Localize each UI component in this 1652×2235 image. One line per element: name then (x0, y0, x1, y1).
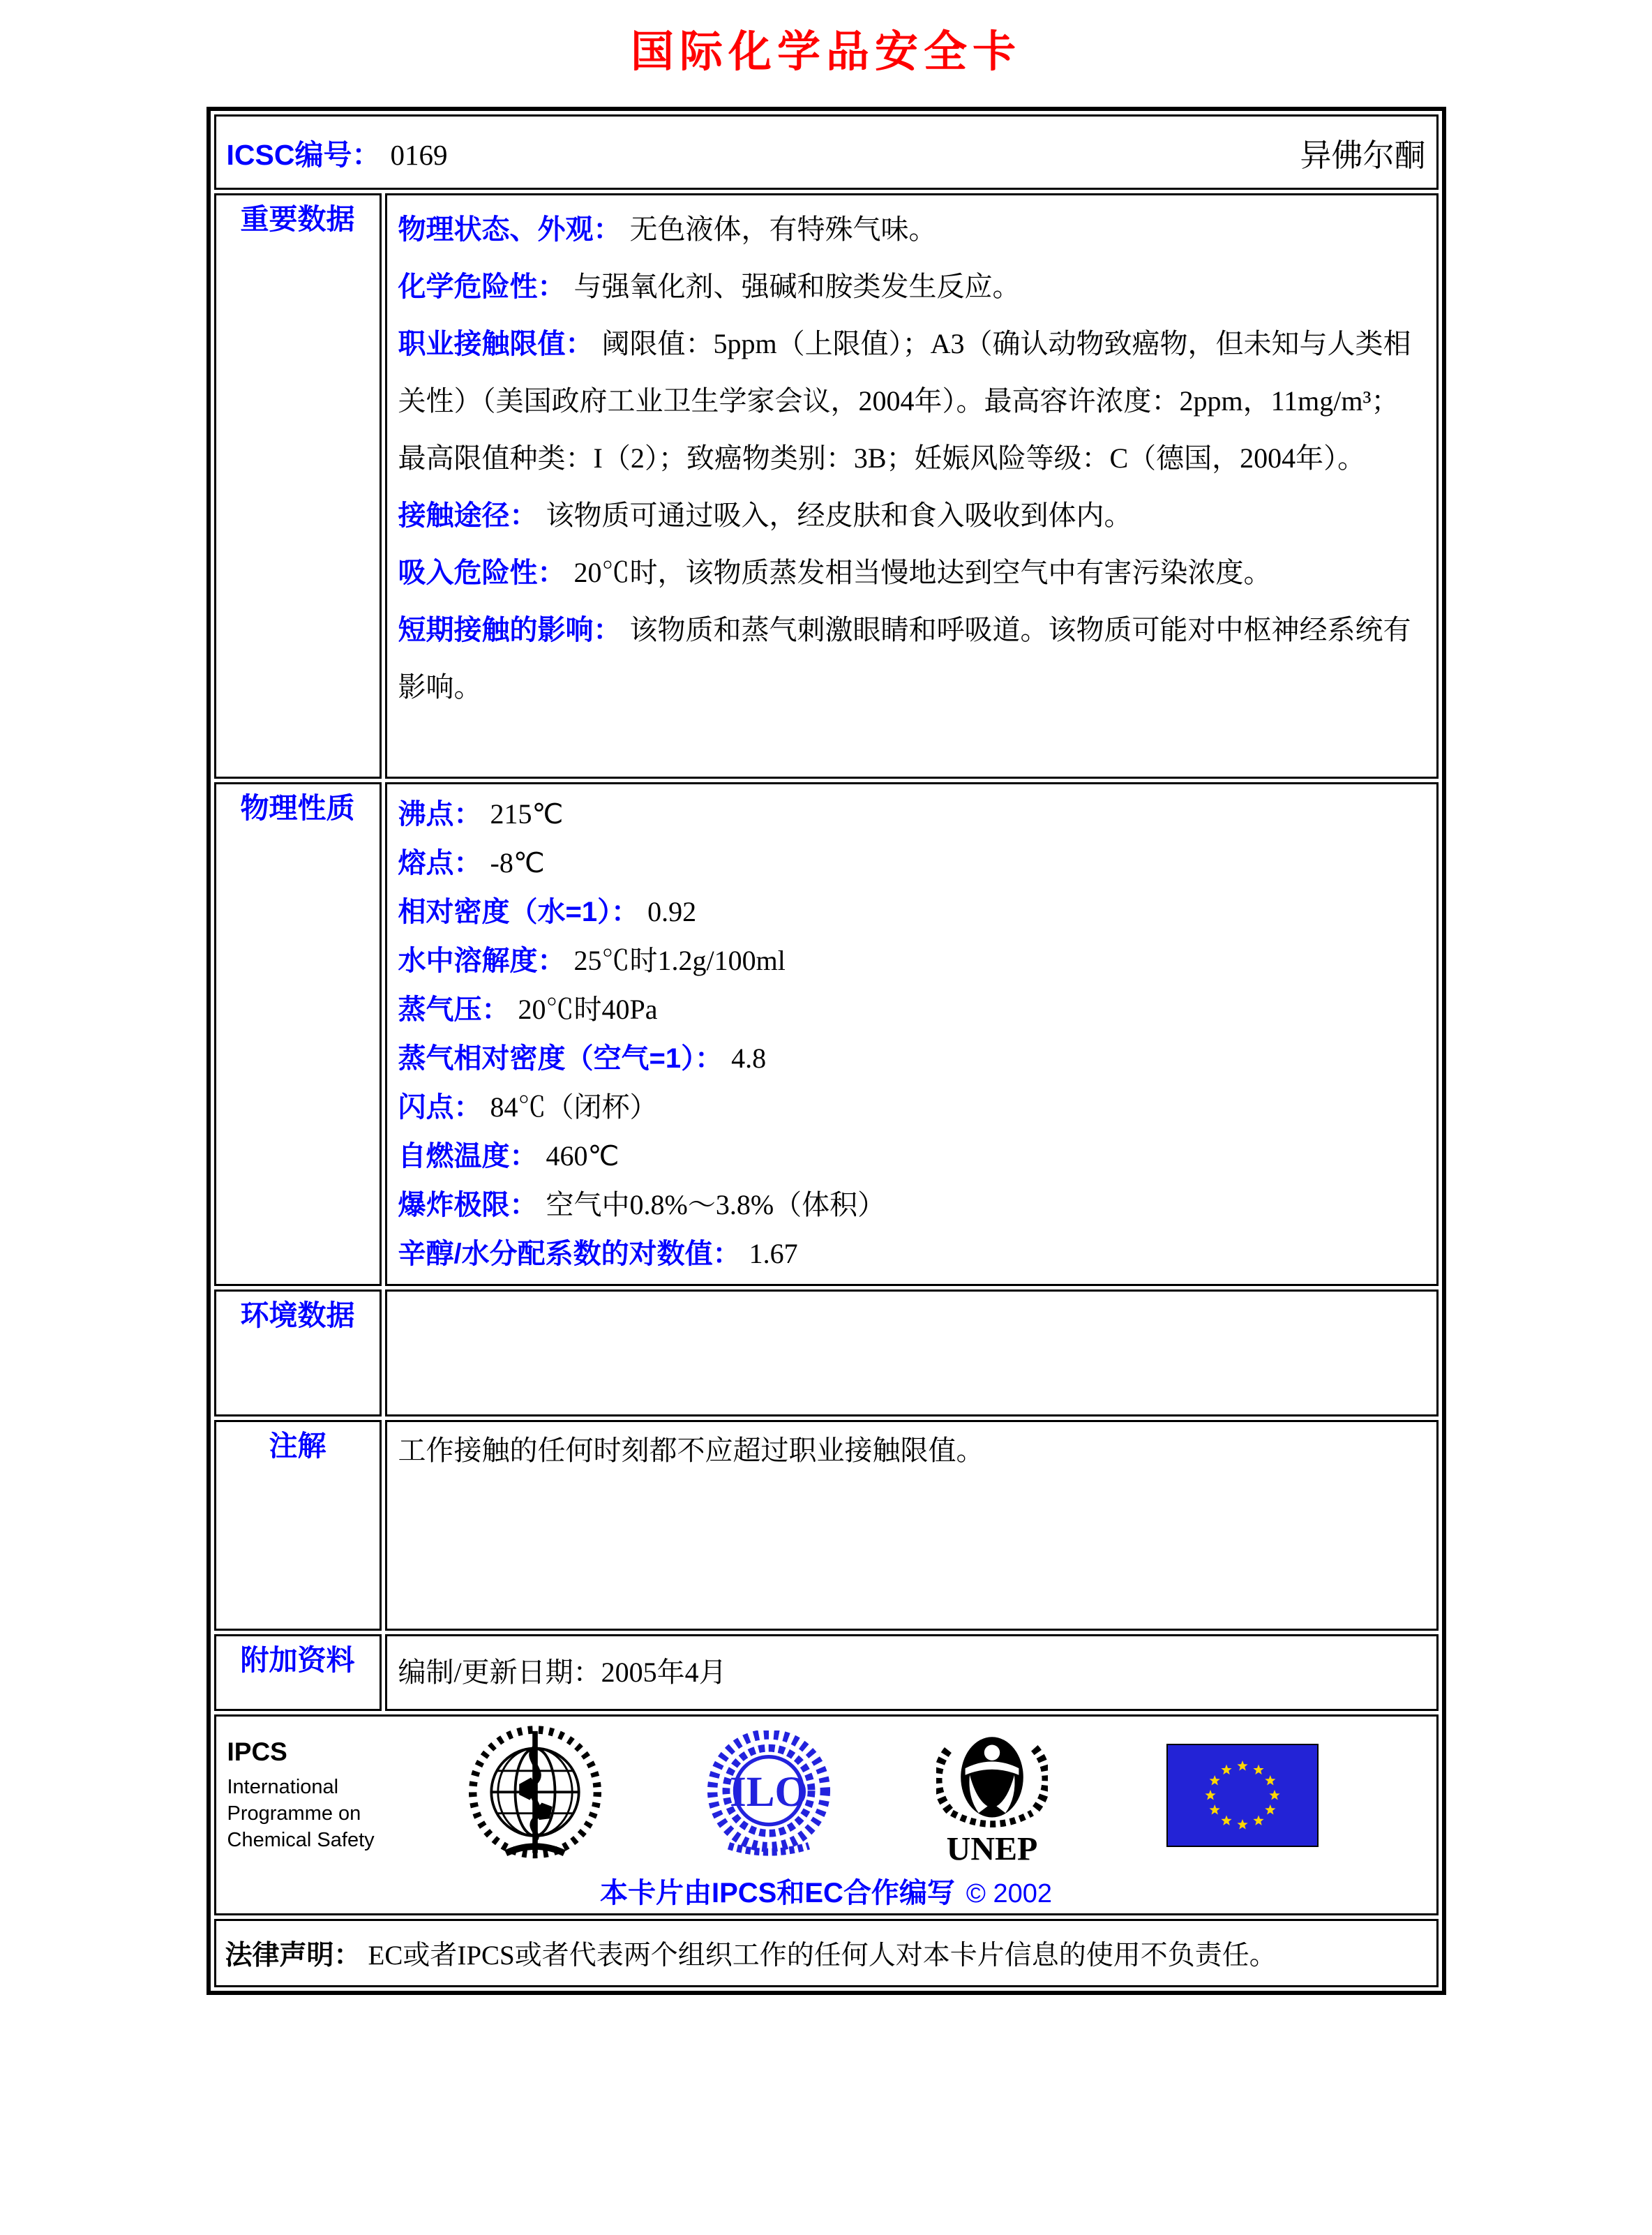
legal-notice-text: EC或者IPCS或者代表两个组织工作的任何人对本卡片信息的使用不负责任。 (368, 1941, 1277, 1971)
field-label: 辛醇/水分配系数的对数值： (398, 1239, 741, 1269)
section-row-additional (214, 1634, 1439, 1711)
field-label: 闪点： (398, 1092, 482, 1123)
data-line (398, 1229, 1425, 1278)
field-label: 蒸气相对密度（空气=1）： (398, 1043, 723, 1074)
header-cell (214, 114, 1439, 190)
icsc-number-group (227, 132, 448, 173)
section-content-environment (385, 1290, 1439, 1417)
page-title: 国际化学品安全卡 (630, 28, 1021, 76)
data-line (398, 544, 1425, 601)
logos-row (214, 1714, 1439, 1915)
data-line (398, 1181, 1425, 1229)
section-title-notes: 注解 (214, 1420, 382, 1631)
ipcs-line-2: Programme on (227, 1802, 361, 1825)
field-value: 阈限值：5ppm（上限值）；A3（确认动物致癌物，但未知与人类相关性）（美国政府工业卫生学家会议，2004年）。最高容许浓度：2ppm，11mg/m³；最高限值种类：I（2）；致癌物类别：3B；妊娠风险等级：C（德国，2004年）。 (398, 328, 1411, 474)
field-value: 460℃ (546, 1140, 620, 1172)
field-label: 吸入危险性： (398, 558, 566, 588)
field-value: 20℃时，该物质蒸发相当慢地达到空气中有害污染浓度。 (573, 557, 1272, 588)
data-line (398, 936, 1425, 985)
unep-logo-icon (936, 1724, 1048, 1867)
header-row (214, 114, 1439, 190)
who-logo-icon (469, 1726, 601, 1865)
field-label: 熔点： (398, 848, 482, 879)
icsc-number-label: ICSC编号： (226, 138, 381, 171)
field-value: 84℃（闭杯） (490, 1091, 658, 1123)
field-value: 无色液体，有特殊气味。 (629, 214, 937, 245)
field-value: 该物质可通过吸入，经皮肤和食入吸收到体内。 (546, 500, 1132, 531)
field-label: 蒸气压： (398, 994, 510, 1025)
copyright-text: © 2002 (966, 1879, 1053, 1908)
field-value: 该物质和蒸气刺激眼睛和呼吸道。该物质可能对中枢神经系统有影响。 (398, 614, 1411, 703)
field-value: 20℃时40Pa (518, 994, 658, 1025)
data-line (398, 201, 1425, 258)
svg-text:UNEP: UNEP (946, 1830, 1037, 1867)
field-value: 与强氧化剂、强碱和胺类发生反应。 (573, 271, 1021, 302)
caption-text: 本卡片由IPCS和EC合作编写 (599, 1878, 955, 1908)
ipcs-text-block (227, 1737, 437, 1853)
section-title-physical: 物理性质 (214, 782, 382, 1286)
data-line (398, 258, 1425, 315)
data-line (398, 790, 1425, 839)
section-row-notes (214, 1420, 1439, 1631)
field-label: 沸点： (398, 799, 482, 830)
section-row-environment (214, 1290, 1439, 1417)
section-row-physical (214, 782, 1439, 1286)
field-label: 水中溶解度： (398, 945, 566, 976)
data-line (398, 985, 1425, 1034)
icsc-card (206, 107, 1446, 1995)
section-title-important: 重要数据 (214, 193, 382, 779)
ipcs-line-1: International (227, 1775, 339, 1798)
field-label: 短期接触的影响： (398, 615, 622, 645)
data-line (398, 1034, 1425, 1083)
field-value: -8℃ (490, 847, 545, 879)
field-value: 1.67 (749, 1238, 798, 1269)
update-date-text: 编制/更新日期：2005年4月 (398, 1657, 727, 1688)
data-line (398, 315, 1425, 487)
data-line (398, 1132, 1425, 1181)
cooperation-caption (227, 1871, 1425, 1911)
section-content-notes (385, 1420, 1439, 1631)
data-line (398, 487, 1425, 544)
legal-notice-label: 法律声明： (225, 1941, 361, 1971)
legal-row (214, 1919, 1439, 1987)
logos-cell (214, 1714, 1439, 1915)
field-label: 爆炸极限： (398, 1190, 538, 1220)
section-title-environment: 环境数据 (214, 1290, 382, 1417)
section-content-physical (385, 782, 1439, 1286)
ilo-logo-icon (706, 1731, 832, 1860)
field-label: 化学危险性： (398, 271, 566, 302)
field-value: 空气中0.8%～3.8%（体积） (546, 1189, 886, 1220)
ipcs-line-3: Chemical Safety (227, 1828, 375, 1851)
ipcs-acronym: IPCS (227, 1737, 287, 1766)
section-title-additional: 附加资料 (214, 1634, 382, 1711)
field-label: 职业接触限值： (398, 329, 594, 359)
field-label: 接触途径： (398, 500, 538, 531)
field-label: 物理状态、外观： (398, 214, 622, 245)
field-value: 4.8 (731, 1042, 767, 1074)
notes-text: 工作接触的任何时刻都不应超过职业接触限值。 (398, 1435, 984, 1466)
section-row-important (214, 193, 1439, 779)
legal-cell (214, 1919, 1439, 1987)
section-content-important (385, 193, 1439, 779)
field-value: 215℃ (490, 798, 564, 830)
field-label: 相对密度（水=1）： (398, 897, 640, 927)
eu-flag-icon (1166, 1744, 1319, 1847)
field-value: 0.92 (647, 896, 697, 927)
data-line (398, 601, 1425, 716)
field-value: 25℃时1.2g/100ml (573, 945, 786, 976)
svg-text:ILO: ILO (729, 1768, 808, 1816)
section-content-additional (385, 1634, 1439, 1711)
data-line (398, 1083, 1425, 1132)
chemical-name: 异佛尔酮 (1300, 137, 1426, 173)
data-line (398, 839, 1425, 888)
field-label: 自燃温度： (398, 1141, 538, 1172)
icsc-number-value: 0169 (390, 138, 448, 171)
icsc-table (211, 111, 1442, 1991)
data-line (398, 888, 1425, 936)
